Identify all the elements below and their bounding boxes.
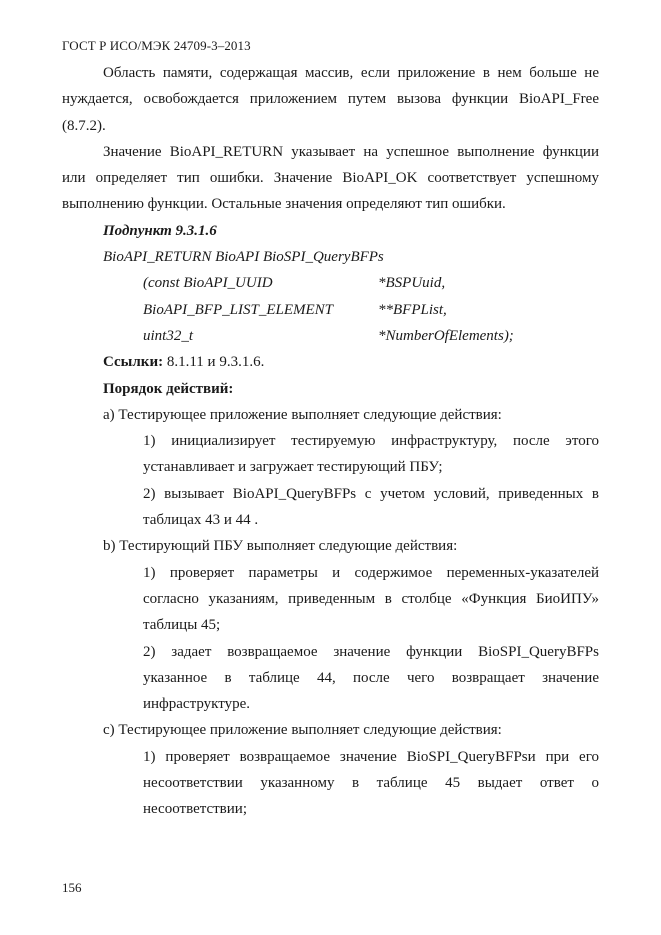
param-row [62, 323, 599, 349]
paragraph-memory-free: Область памяти, содержащая массив, если приложение в нем больше не нуждается, освобождается приложением путем вызова функции BioAPI_Free (8.7.2). [62, 65, 599, 134]
param-name: *BSPUuid, [378, 275, 446, 292]
references-text: 8.1.11 и 9.3.1.6. [163, 354, 265, 371]
param-row [62, 270, 599, 296]
document-header: ГОСТ Р ИСО/МЭК 24709-3–2013 [62, 38, 251, 53]
step-b: b) Тестирующий ПБУ выполняет следующие действия: [103, 538, 458, 555]
step-c1: 1) проверяет возвращаемое значение BioSPI_QueryBFPsи при его несоответствии указанному в таблице 45 выдает ответ о несоответствии; [143, 748, 599, 818]
param-row [62, 297, 599, 323]
param-name: *NumberOfElements); [378, 327, 514, 344]
step-a2: 2) вызывает BioAPI_QueryBFPs с учетом условий, приведенных в таблицах 43 и 44 . [143, 485, 599, 529]
procedure-title: Порядок действий: [103, 380, 234, 397]
param-name: **BFPList, [378, 301, 447, 318]
function-signature: BioAPI_RETURN BioAPI BioSPI_QueryBFPs [103, 249, 384, 266]
param-type: uint32_t [143, 327, 194, 344]
document-body [62, 60, 599, 823]
step-b1: 1) проверяет параметры и содержимое переменных-указателей согласно указаниям, приведенным в столбце «Функция БиоИПУ» таблицы 45; [143, 564, 599, 634]
step-b2: 2) задает возвращаемое значение функции BioSPI_QueryBFPs указанное в таблице 44, после чего возвращает значение инфраструктуре. [143, 643, 599, 713]
step-c: c) Тестирующее приложение выполняет следующие действия: [103, 722, 502, 739]
param-type: BioAPI_BFP_LIST_ELEMENT [143, 301, 333, 318]
page-number: 156 [62, 880, 82, 895]
references-label: Ссылки: [103, 354, 164, 371]
step-a1: 1) инициализирует тестируемую инфраструктуру, после этого устанавливает и загружает тестирующий ПБУ; [143, 433, 599, 476]
subclause-title: Подпункт 9.3.1.6 [103, 222, 217, 239]
references-line [62, 349, 599, 375]
paragraph-return-value: Значение BioAPI_RETURN указывает на успешное выполнение функции или определяет тип ошибки. Значение BioAPI_OK соответствует успешному выполнению функции. Остальные значения определяют тип ошибки. [62, 143, 599, 213]
step-a: a) Тестирующее приложение выполняет следующие действия: [103, 406, 502, 423]
param-type: (const BioAPI_UUID [143, 275, 273, 292]
